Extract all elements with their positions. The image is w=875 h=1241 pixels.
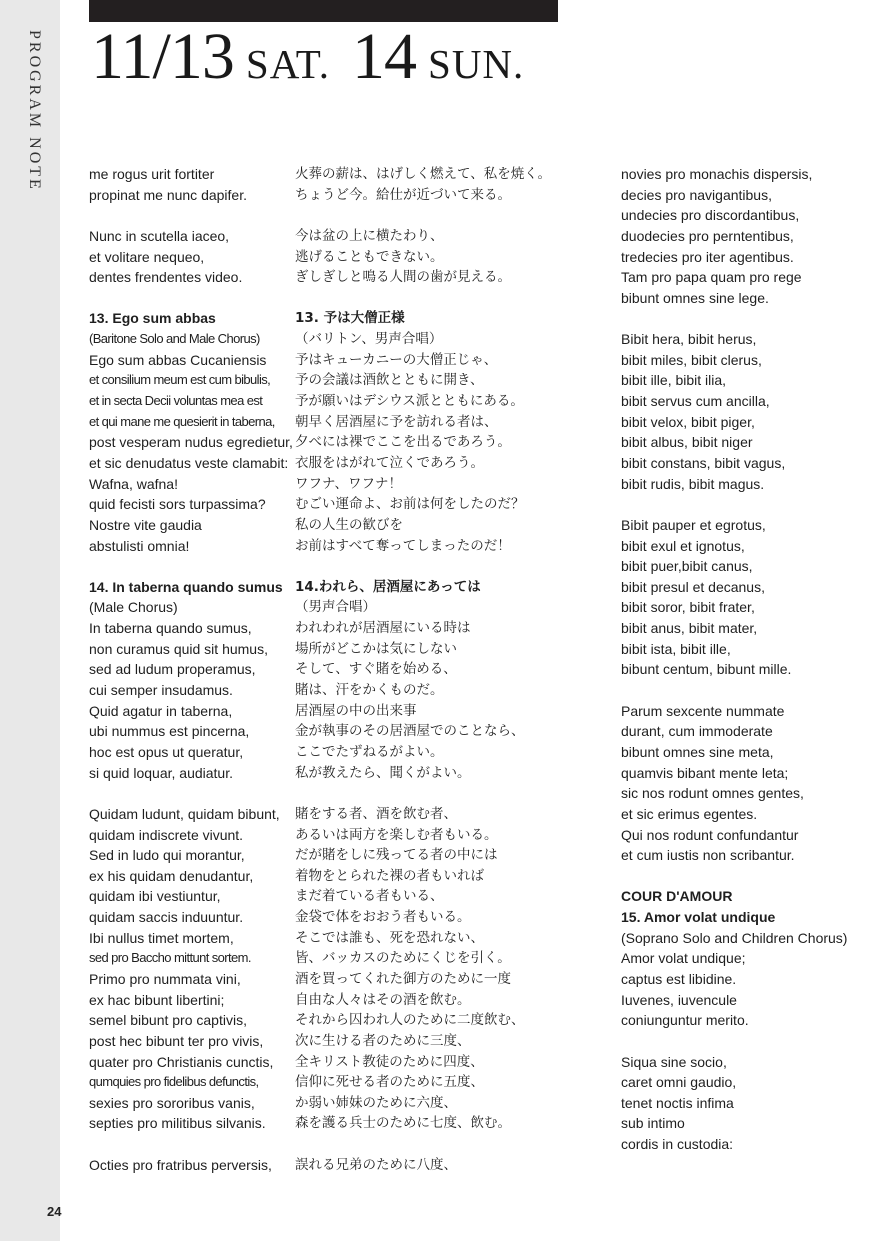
lyric-line: quamvis bibant mente leta; (621, 764, 789, 781)
date-heading (91, 22, 524, 102)
lyric-line: tredecies pro iter agentibus. (621, 248, 794, 265)
stanza-break (89, 556, 279, 577)
lyric-line: Nostre vite gaudia (89, 516, 202, 533)
lyric-line: ワフナ、ワフナ！ (295, 475, 403, 492)
lyric-line: tenet noctis infima (621, 1094, 734, 1111)
lyric-line: か弱い姉妹のために六度、 (295, 1094, 457, 1111)
lyric-line: coniunguntur merito. (621, 1012, 749, 1029)
lyric-line: et qui mane me quesierit in taberna, (89, 413, 275, 429)
stanza-break (621, 680, 861, 701)
lyric-line: bibit anus, bibit mater, (621, 620, 758, 637)
stanza-break (295, 556, 545, 577)
lyric-line: 皆、バッカスのためにくじを引く。 (295, 950, 511, 967)
day-first: SAT. (245, 41, 331, 87)
lyric-line: Ego sum abbas Cucaniensis (89, 351, 267, 368)
lyric-line: bibunt centum, bibunt mille. (621, 661, 792, 678)
sidebar (0, 0, 60, 1241)
lyric-line: et sic erimus egentes. (621, 805, 758, 822)
lyric-line: ここでたずねるがよい。 (295, 743, 444, 760)
stanza-break (295, 783, 545, 804)
lyric-line: et in secta Decii voluntas mea est (89, 393, 263, 409)
lyric-line: In taberna quando sumus, (89, 620, 252, 637)
lyric-line: Primo pro nummata vini, (89, 970, 241, 987)
lyric-line: 着物をとられた裸の者もいれば (295, 867, 484, 884)
lyric-line: それから囚われ人のために二度飲む、 (295, 1012, 525, 1029)
lyric-line: Amor volat undique; (621, 950, 746, 967)
lyric-line: われわれが居酒屋にいる時は (295, 620, 471, 637)
stanza-break (295, 288, 545, 309)
lyric-line: まだ着ている者もいる、 (295, 888, 444, 905)
lyric-line: 逃げることもできない。 (295, 248, 444, 265)
lyric-line: あるいは両方を楽しむ者もいる。 (295, 826, 498, 843)
lyric-line: 夕べには裸でここを出るであろう。 (295, 434, 511, 451)
lyric-line: sic nos rodunt omnes gentes, (621, 785, 804, 802)
lyric-line: だが賭をしに残ってる者の中には (295, 847, 498, 864)
lyric-line: non curamus quid sit humus, (89, 640, 268, 657)
lyric-line: 朝早く居酒屋に予を訪れる者は、 (295, 413, 498, 430)
lyric-line: お前はすべて奪ってしまったのだ！ (295, 537, 511, 554)
lyric-line: 私の人生の歓びを (295, 516, 403, 533)
stanza-break (621, 1031, 861, 1052)
lyric-line: sexies pro sororibus vanis, (89, 1094, 255, 1111)
stanza-break (89, 783, 279, 804)
lyric-line: cordis in custodia: (621, 1136, 734, 1153)
lyric-line: （男声合唱） (295, 599, 376, 616)
lyric-line: bibit presul et decanus, (621, 578, 765, 595)
lyric-line: (Male Chorus) (89, 599, 178, 616)
lyric-line: bibit rudis, bibit magus. (621, 475, 765, 492)
date-second: 14 (352, 20, 417, 93)
lyric-line: qumquies pro fidelibus defunctis, (89, 1074, 259, 1090)
section-heading: 13. Ego sum abbas (89, 310, 216, 327)
section-heading: 13. 予は大僧正様 (295, 310, 405, 327)
lyric-line: 賭は、汗をかくものだ。 (295, 682, 444, 699)
lyric-line: そして、すぐ賭を始める、 (295, 661, 457, 678)
lyrics-latin-continued-column (621, 164, 861, 1155)
lyric-line: bibit soror, bibit frater, (621, 599, 755, 616)
lyric-line: post vesperam nudus egredietur, (89, 434, 293, 451)
lyric-line: ex hac bibunt libertini; (89, 991, 225, 1008)
lyric-line: bibit velox, bibit piger, (621, 413, 755, 430)
lyric-line: bibit ista, bibit ille, (621, 640, 731, 657)
lyric-line: 予の会議は酒飲とともに開き、 (295, 372, 484, 389)
lyric-line: bibunt omnes sine meta, (621, 743, 774, 760)
lyric-line: 今は盆の上に横たわり、 (295, 227, 444, 244)
lyric-line: bibit miles, bibit clerus, (621, 351, 762, 368)
lyric-line: et consilium meum est cum bibulis, (89, 372, 271, 388)
lyric-line: et cum iustis non scribantur. (621, 847, 795, 864)
lyric-line: 金が執事のその居酒屋でのことなら、 (295, 723, 525, 740)
lyric-line: 誤れる兄弟のために八度、 (295, 1156, 457, 1173)
stanza-break (89, 288, 279, 309)
header-bar (89, 0, 558, 22)
lyric-line: Iuvenes, iuvencule (621, 991, 737, 1008)
lyric-line: Nunc in scutella iaceo, (89, 227, 230, 244)
lyric-line: Quidam ludunt, quidam bibunt, (89, 805, 280, 822)
lyric-line: bibit puer,bibit canus, (621, 558, 753, 575)
lyric-line: sub intimo (621, 1115, 685, 1132)
lyric-line: duodecies pro perntentibus, (621, 227, 794, 244)
lyric-line: ubi nummus est pincerna, (89, 723, 250, 740)
lyric-line: bibit ille, bibit ilia, (621, 372, 727, 389)
lyric-line: Ibi nullus timet mortem, (89, 929, 234, 946)
lyric-line: captus est libidine. (621, 970, 737, 987)
section-title: PROGRAM NOTE (26, 30, 43, 192)
lyric-line: 私が教えたら、聞くがよい。 (295, 764, 471, 781)
stanza-break (89, 1134, 279, 1155)
lyric-line: 信仰に死せる者のために五度、 (295, 1074, 484, 1091)
lyric-line: (Soprano Solo and Children Chorus) (621, 929, 848, 946)
lyric-line: Parum sexcente nummate (621, 702, 785, 719)
lyric-line: caret omni gaudio, (621, 1074, 737, 1091)
lyric-line: Octies pro fratribus perversis, (89, 1156, 272, 1173)
lyric-line: post hec bibunt ter pro vivis, (89, 1032, 264, 1049)
stanza-break (295, 205, 545, 226)
lyric-line: Bibit pauper et egrotus, (621, 516, 766, 533)
lyric-line: Quid agatur in taberna, (89, 702, 233, 719)
lyric-line: novies pro monachis dispersis, (621, 166, 813, 182)
lyric-line: si quid loquar, audiatur. (89, 764, 233, 781)
lyric-line: むごい運命よ、お前は何をしたのだ？ (295, 496, 525, 513)
stanza-break (295, 1134, 545, 1155)
lyric-line: dentes frendentes video. (89, 269, 243, 286)
lyric-line: quater pro Christianis cunctis, (89, 1053, 274, 1070)
lyric-line: Siqua sine socio, (621, 1053, 727, 1070)
lyric-line: (Baritone Solo and Male Chorus) (89, 331, 260, 347)
lyric-line: 場所がどこかは気にしない (295, 640, 457, 657)
lyric-line: quidam indiscrete vivunt. (89, 826, 244, 843)
lyrics-japanese-column (295, 164, 551, 1175)
lyric-line: hoc est opus ut queratur, (89, 743, 244, 760)
lyric-line: 居酒屋の中の出来事 (295, 702, 417, 719)
page-number: 24 (47, 1204, 62, 1219)
lyric-line: Tam pro papa quam pro rege (621, 269, 802, 286)
lyric-line: abstulisti omnia! (89, 537, 190, 554)
stanza-break (621, 308, 861, 329)
lyric-line: 賭をする者、酒を飲む者、 (295, 805, 457, 822)
lyric-line: 火葬の薪は、はげしく燃えて、私を焼く。 (295, 166, 551, 182)
lyric-line: ex his quidam denudantur, (89, 867, 254, 884)
stanza-break (621, 866, 861, 887)
lyric-line: 酒を買ってくれた御方のために一度 (295, 970, 511, 987)
lyric-line: undecies pro discordantibus, (621, 207, 800, 224)
lyric-line: bibit albus, bibit niger (621, 434, 753, 451)
lyric-line: septies pro militibus silvanis. (89, 1115, 266, 1132)
lyric-line: 森を護る兵士のために七度、飲む。 (295, 1115, 511, 1132)
lyric-line: Bibit hera, bibit herus, (621, 331, 757, 348)
lyric-line: et volitare nequeo, (89, 248, 205, 265)
lyric-line: 次に生ける者のために三度、 (295, 1032, 471, 1049)
lyric-line: propinat me nunc dapifer. (89, 186, 247, 203)
lyric-line: et sic denudatus veste clamabit: (89, 454, 289, 471)
section-heading: 14. In taberna quando sumus (89, 578, 283, 595)
stanza-break (621, 494, 861, 515)
section-heading: 14.われら、居酒屋にあっては (295, 578, 481, 595)
lyric-line: quidam ibi vestiuntur, (89, 888, 221, 905)
lyric-line: 全キリスト教徒のために四度、 (295, 1053, 484, 1070)
section-heading: COUR D'AMOUR (621, 888, 733, 905)
lyric-line: bibit constans, bibit vagus, (621, 454, 786, 471)
lyric-line: Qui nos rodunt confundantur (621, 826, 799, 843)
lyric-line: bibit exul et ignotus, (621, 537, 745, 554)
lyric-line: （バリトン、男声合唱） (295, 331, 443, 348)
lyric-line: quidam saccis induuntur. (89, 909, 244, 926)
lyric-line: ぎしぎしと鳴る人間の歯が見える。 (295, 269, 511, 286)
lyric-line: bibit servus cum ancilla, (621, 393, 770, 410)
lyric-line: quid fecisti sors turpassima? (89, 496, 266, 513)
lyric-line: Wafna, wafna! (89, 475, 178, 492)
lyric-line: durant, cum immoderate (621, 723, 773, 740)
lyric-line: 衣服をはがれて泣くであろう。 (295, 454, 484, 471)
lyric-line: そこでは誰も、死を恐れない、 (295, 929, 484, 946)
section-heading: 15. Amor volat undique (621, 909, 776, 926)
lyric-line: me rogus urit fortiter (89, 166, 215, 182)
lyric-line: decies pro navigantibus, (621, 186, 772, 203)
lyric-line: Sed in ludo qui morantur, (89, 847, 245, 864)
lyric-line: semel bibunt pro captivis, (89, 1012, 247, 1029)
lyric-line: bibunt omnes sine lege. (621, 289, 769, 306)
lyric-line: sed pro Baccho mittunt sortem. (89, 950, 251, 966)
lyrics-latin-column (89, 164, 293, 1175)
stanza-break (89, 205, 279, 226)
lyric-line: cui semper insudamus. (89, 682, 233, 699)
date-first: 11/13 (91, 20, 234, 93)
lyric-line: 金袋で体をおおう者もいる。 (295, 909, 471, 926)
lyric-line: 予が願いはデシウス派とともにある。 (295, 393, 524, 410)
lyric-line: 自由な人々はその酒を飲む。 (295, 991, 471, 1008)
day-second: SUN. (428, 41, 525, 87)
lyric-line: sed ad ludum properamus, (89, 661, 256, 678)
lyric-line: 予はキューカニーの大僧正じゃ、 (295, 351, 498, 368)
lyric-line: ちょうど今。給仕が近づいて来る。 (295, 186, 511, 203)
